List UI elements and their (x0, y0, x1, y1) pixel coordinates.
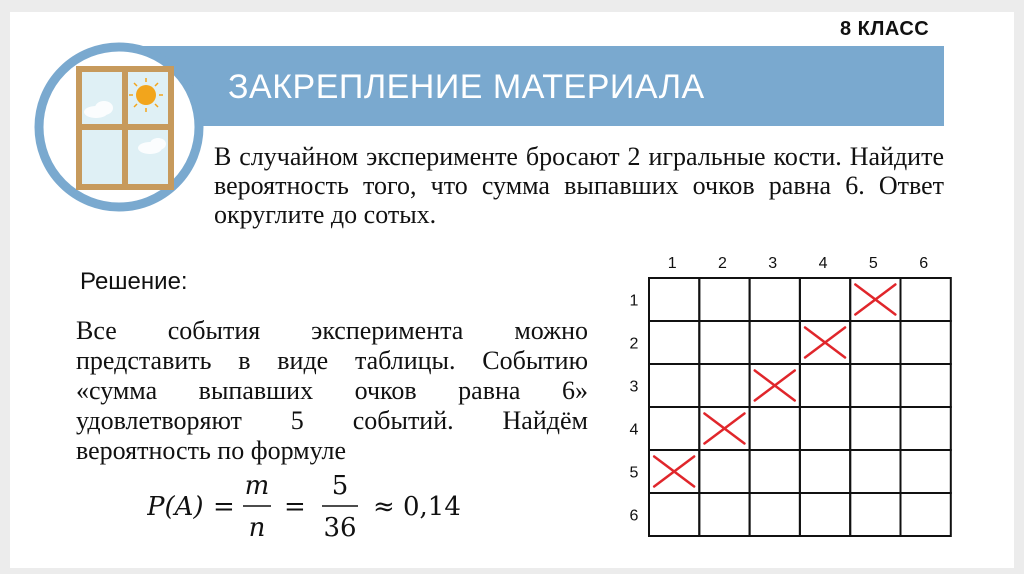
column-header-5: 5 (868, 255, 878, 272)
table-cell (750, 450, 800, 493)
formula-denominator-n: n (248, 513, 266, 542)
table-cell (850, 364, 900, 407)
table-cell (750, 407, 800, 450)
table-cell (901, 450, 951, 493)
table-cell (800, 493, 850, 536)
row-header-6: 6 (629, 507, 639, 525)
table-cell (649, 407, 699, 450)
table-cell (649, 493, 699, 536)
table-cell (800, 278, 850, 321)
formula-result: 0,14 (403, 492, 461, 522)
grade-label: 8 КЛАСС (840, 18, 930, 40)
cross-mark-icon (704, 414, 744, 444)
table-cell (699, 450, 749, 493)
column-header-4: 4 (818, 255, 828, 272)
window-sun-icon (32, 40, 206, 214)
cross-mark-icon (855, 285, 895, 315)
problem-text: В случайном эксперименте бросают 2 игральные кости. Найдите вероятность того, что сумма выпавших очков равна 6. Ответ округлите до сотых. (214, 142, 944, 229)
solution-text: Все события эксперимента можно представить в виде таблицы. Событию «сумма выпавших очков равна 6» удовлетворяют 5 событий. Найдём вероятность по формуле (76, 316, 588, 465)
table-cell (901, 321, 951, 364)
formula-numerator-m: m (244, 472, 270, 501)
table-cell (649, 278, 699, 321)
row-header-3: 3 (629, 378, 639, 396)
formula-equals-2: = (284, 492, 306, 522)
row-header-2: 2 (629, 335, 639, 353)
column-header-3: 3 (768, 255, 778, 272)
table-cell (649, 364, 699, 407)
table-cell (750, 493, 800, 536)
table-cell (699, 278, 749, 321)
formula-lhs: P(A) (147, 492, 204, 522)
row-header-1: 1 (629, 292, 639, 310)
cross-mark-icon (654, 457, 694, 487)
table-cell (901, 278, 951, 321)
column-header-1: 1 (667, 255, 677, 272)
column-header-2: 2 (717, 255, 727, 272)
table-cell (699, 364, 749, 407)
formula-numerator-5: 5 (331, 472, 349, 501)
table-cell (850, 321, 900, 364)
formula-equals-1: = (213, 492, 235, 522)
table-cell (901, 364, 951, 407)
table-cell (800, 450, 850, 493)
page-title: ЗАКРЕПЛЕНИЕ МАТЕРИАЛА (228, 68, 705, 106)
table-cell (699, 493, 749, 536)
table-cell (750, 321, 800, 364)
row-header-5: 5 (629, 464, 639, 482)
table-cell (649, 321, 699, 364)
table-cell (901, 407, 951, 450)
outcomes-table (620, 248, 960, 548)
table-cell (850, 493, 900, 536)
cross-mark-icon (805, 328, 845, 358)
table-cell (800, 364, 850, 407)
row-header-4: 4 (629, 421, 639, 439)
table-cell (750, 278, 800, 321)
table-cell (699, 321, 749, 364)
table-cell (850, 407, 900, 450)
table-cell (901, 493, 951, 536)
probability-formula (147, 472, 507, 542)
cross-mark-icon (755, 371, 795, 401)
formula-denominator-36: 36 (323, 513, 357, 542)
table-cell (800, 407, 850, 450)
solution-heading: Решение: (80, 268, 188, 295)
table-cell (850, 450, 900, 493)
column-header-6: 6 (919, 255, 929, 272)
formula-approx: ≈ (373, 492, 395, 522)
